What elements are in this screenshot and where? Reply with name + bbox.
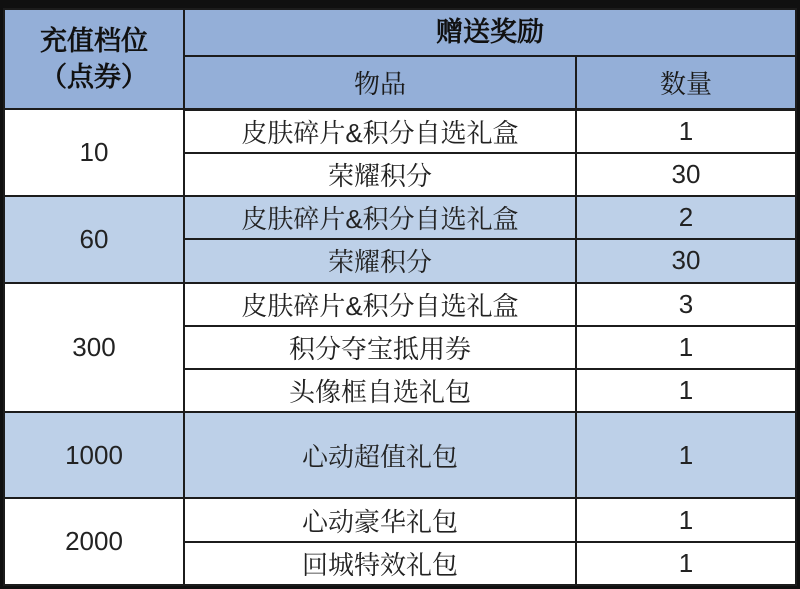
item-cell: 头像框自选礼包 xyxy=(184,369,576,412)
table-row xyxy=(4,196,796,239)
column-header-tier xyxy=(4,9,184,109)
column-header-tier-line1: 充值档位 xyxy=(40,25,148,56)
qty-cell: 2 xyxy=(576,196,796,239)
item-cell: 皮肤碎片&积分自选礼盒 xyxy=(184,283,576,326)
item-cell: 心动豪华礼包 xyxy=(184,498,576,541)
tier-cell-1000: 1000 xyxy=(4,412,184,498)
qty-cell: 1 xyxy=(576,369,796,412)
qty-cell: 1 xyxy=(576,542,796,585)
tier-cell-2000: 2000 xyxy=(4,498,184,585)
qty-cell: 1 xyxy=(576,412,796,498)
qty-cell: 30 xyxy=(576,239,796,282)
qty-cell: 30 xyxy=(576,153,796,196)
tier-cell-60: 60 xyxy=(4,196,184,283)
column-header-rewards: 赠送奖励 xyxy=(184,9,796,56)
tier-cell-10: 10 xyxy=(4,109,184,196)
item-cell: 回城特效礼包 xyxy=(184,542,576,585)
table-row xyxy=(4,283,796,326)
item-cell: 积分夺宝抵用券 xyxy=(184,326,576,369)
column-header-tier-line2: （点券） xyxy=(40,62,148,92)
qty-cell: 1 xyxy=(576,326,796,369)
item-cell: 皮肤碎片&积分自选礼盒 xyxy=(184,196,576,239)
item-cell: 心动超值礼包 xyxy=(184,412,576,498)
item-cell: 荣耀积分 xyxy=(184,153,576,196)
item-cell: 荣耀积分 xyxy=(184,239,576,282)
column-header-item: 物品 xyxy=(184,56,576,109)
table-row xyxy=(4,109,796,153)
qty-cell: 3 xyxy=(576,283,796,326)
qty-cell: 1 xyxy=(576,498,796,541)
item-cell: 皮肤碎片&积分自选礼盒 xyxy=(184,109,576,153)
qty-cell: 1 xyxy=(576,109,796,153)
tier-cell-300: 300 xyxy=(4,283,184,413)
table-row xyxy=(4,498,796,541)
recharge-rewards-table xyxy=(3,8,797,586)
table-row xyxy=(4,412,796,498)
column-header-qty: 数量 xyxy=(576,56,796,109)
header-row-main xyxy=(4,9,796,56)
